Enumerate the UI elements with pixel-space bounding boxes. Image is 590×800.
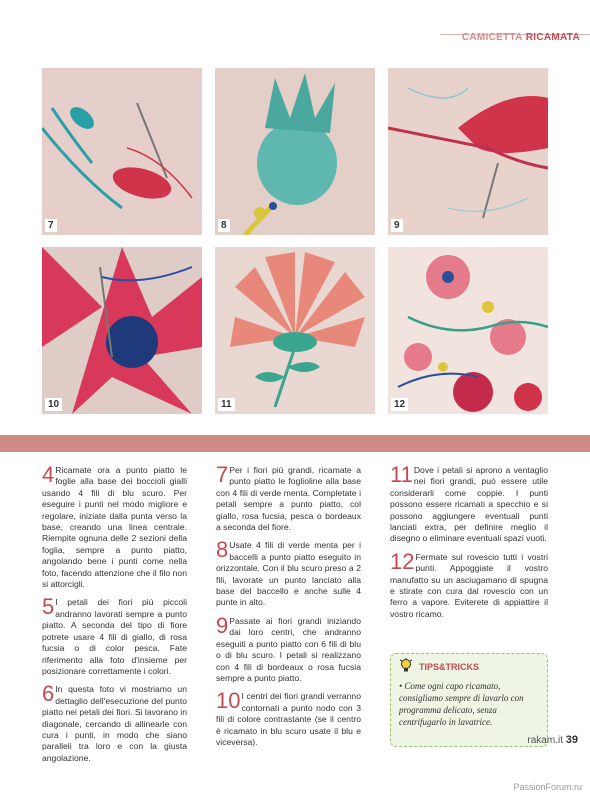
instruction-step: 11 Dove i petali si aprono a ventaglio nei fiori grandi, può essere utile considerarli come coppie. I punti possono essere ricamati a specchio e si possono aggiungere eventuali punti lanciati extra, per definire meglio il disegno o eliminare eventuali spazi vuoti. xyxy=(390,462,548,544)
photo-number: 10 xyxy=(45,398,62,411)
photo-step-11 xyxy=(215,247,375,414)
watermark: PassionForum.ru xyxy=(513,782,582,792)
instruction-step: 5 I petali dei fiori più piccoli andranno lavorati sempre a punto piatto. A seconda del tipo di fiore potrete usare 4 fili di giallo, di rosa fucsia o di color pesca. Fate riferimento alla foto d'insieme per posizionare correttamente i colori. xyxy=(42,594,187,676)
tips-box xyxy=(390,653,548,747)
section-title-light: CAMICETTA xyxy=(461,32,523,43)
photo-step-8 xyxy=(215,68,375,235)
section-title xyxy=(462,32,580,43)
photo-number: 11 xyxy=(218,398,235,411)
instruction-step: 12 Fermate sul rovescio tutti i vostri punti. Appoggiate il vostro manufatto su un asciugamano di spugna e stirate con cura dal rovescio con un ferro a vapore. Eviterete di appiattire il vostro ricamo. xyxy=(390,548,548,619)
instruction-step: 9 Passate ai fiori grandi iniziando dai loro centri, che andranno eseguiti a punto piatto con 6 fili di blu o di blu scuro. I petali si realizzano con 4 fili di bordeaux o rosa fucsia sempre a punto piatto. xyxy=(216,612,361,683)
photo-number: 9 xyxy=(391,219,403,232)
photo-step-10 xyxy=(42,247,202,414)
instruction-step: 10 I centri dei fiori grandi verranno contornati a punto nodo con 3 fili di colore contrastante (se il centro è ricamato in blu scuro usate il blu e viceversa). xyxy=(216,688,361,747)
tips-heading: TIPS&TRICKS xyxy=(419,662,480,672)
instruction-step: 8 Usate 4 fili di verde menta per i baccelli a punto piatto eseguito in orizzontale. Con il blu scuro preso a 2 fili, lavorate un punto lanciato alla base del baccello e anche sulle 4 punte in alto. xyxy=(216,537,361,608)
lightbulb-icon xyxy=(399,658,413,677)
photo-step-9 xyxy=(388,68,548,235)
photo-step-12 xyxy=(388,247,548,414)
tips-body: • Come ogni capo ricamato, consigliamo sempre di lavarlo con programma delicato, senza centrifugarlo in lavatrice. xyxy=(399,681,524,727)
divider-band xyxy=(0,435,590,452)
photo-number: 12 xyxy=(391,398,408,411)
page-number: 39 xyxy=(565,734,578,746)
text-column-2 xyxy=(216,462,361,755)
text-column-3 xyxy=(390,462,548,627)
photo-number: 7 xyxy=(45,219,57,232)
footer-site: rakam.it xyxy=(527,735,563,746)
page-footer xyxy=(527,734,578,746)
text-column-1 xyxy=(42,462,187,771)
section-title-dark: RICAMATA xyxy=(525,32,580,43)
photo-number: 8 xyxy=(218,219,230,232)
instruction-step: 7 Per i fiori più grandi, ricamate a punto piatto le foglioline alla base con 4 fili di verde menta. Completate i petali sempre a punto piatto, col giallo, rosa fucsia, pesca o bordeaux a seconda del fiore. xyxy=(216,462,361,533)
instruction-step: 4 Ricamate ora a punto piatto le foglie alla base dei boccioli gialli usando 4 fili di blu scuro. Per eseguire i punti nel modo migliore e regolare, iniziate dalla punta verso la base, creando una linea centrale. Riempite ognuna delle 2 sezioni della foglia, sempre a punto piatto, angolando bene i punti come nella foto, facendo attenzione che il filo non si attorcigli. xyxy=(42,462,187,590)
instruction-step: 6 In questa foto vi mostriamo un dettaglio dell'esecuzione del punto piatto nei petali dei fiori. Si lavorano in diagonale, cercando di allinearle con cura i punti, in modo che siano paralleli tra loro e con la giusta angolazione. xyxy=(42,681,187,763)
photo-step-7 xyxy=(42,68,202,235)
